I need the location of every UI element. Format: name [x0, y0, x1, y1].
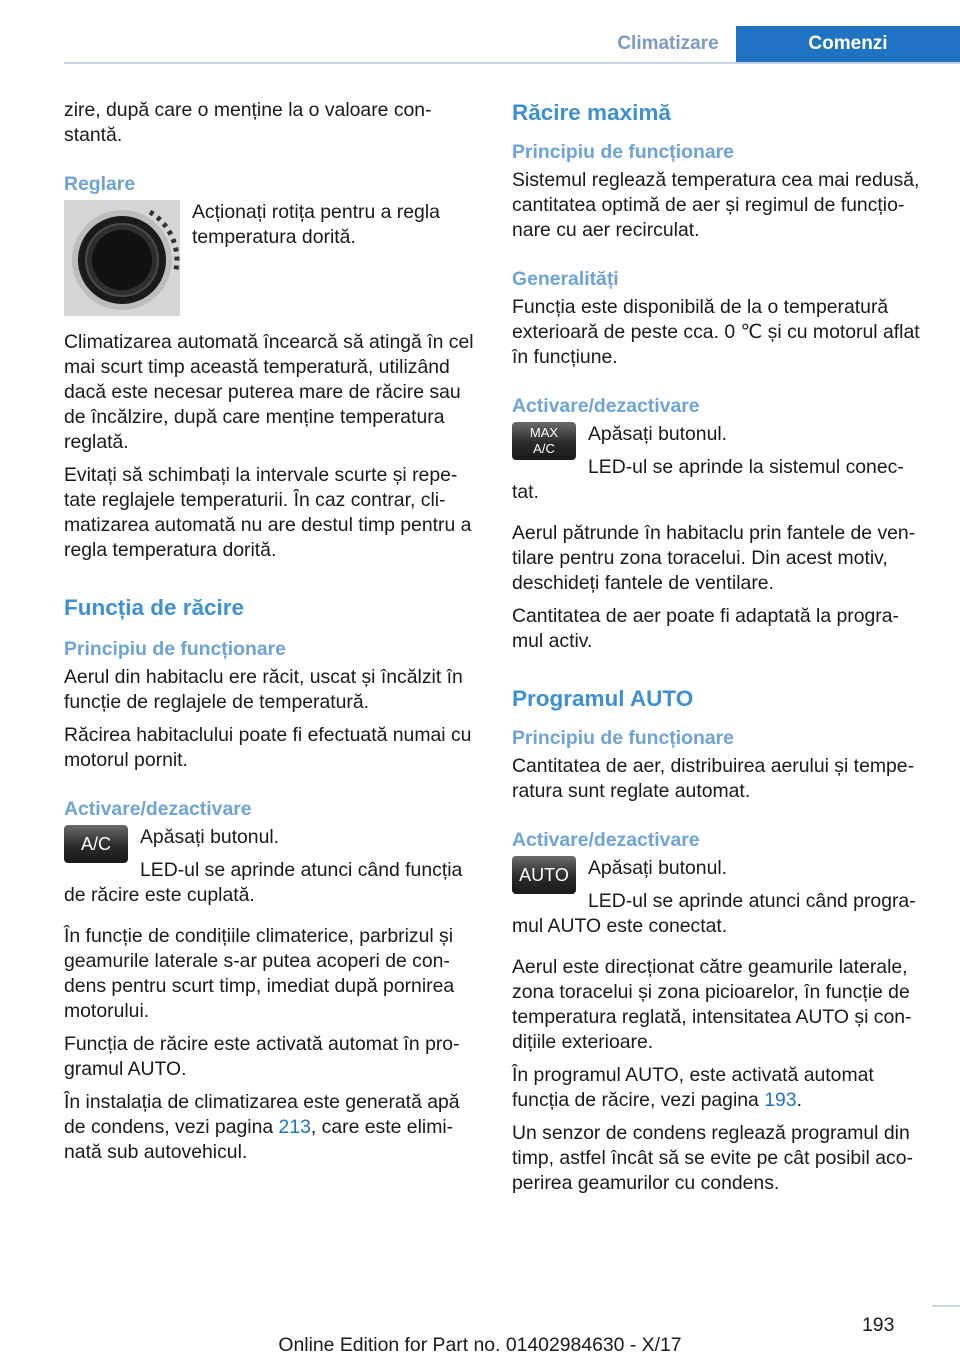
max-ac-button[interactable] — [512, 422, 576, 460]
ac-button[interactable] — [64, 825, 128, 863]
max-principle-heading: Principiu de funcționare — [512, 141, 734, 163]
max-activate-heading: Activare/dezactivare — [512, 395, 700, 417]
auto-paragraph-1: Cantitatea de aer, distribuirea aerului și tempe‐ratura sunt reglate automat. — [512, 755, 915, 802]
max-ac-button-line1: MAX — [529, 425, 559, 440]
cooling-heading: Funcția de răcire — [64, 595, 245, 620]
reglare-paragraph-2: Evitați să schimbați la intervale scurte și repe‐tate reglajele temperaturii. În caz contrar, cli‐matizarea automată nu are destul timp pentru a regla temperatura dorită. — [64, 464, 472, 561]
max-press-text: Apăsați butonul. — [588, 423, 728, 445]
general-heading: Generalități — [512, 268, 619, 290]
auto-press-text: Apăsați butonul. — [588, 857, 728, 879]
auto-paragraph-2: Aerul este direcționat către geamurile laterale, zona toracelui și zona picioarelor, în funcție de temperatura reglată, intensitatea AUTO și con‐dițiile exterioare. — [512, 956, 912, 1053]
max-ac-button-line2: A/C — [533, 441, 555, 456]
auto-led-text: LED-ul se aprinde atunci când progra‐mul AUTO este conectat. — [512, 890, 916, 937]
max-cooling-heading: Răcire maximă — [512, 100, 671, 125]
auto-button-label: AUTO — [519, 865, 569, 885]
page-number: 193 — [862, 1314, 895, 1336]
cooling-paragraph-1: Aerul din habitaclu ere răcit, uscat și încălzit în funcție de reglajele de temperatură. — [64, 666, 463, 713]
auto-principle-heading: Principiu de funcționare — [512, 727, 734, 749]
auto-paragraph-3: În programul AUTO, este activată automat funcția de răcire, vezi pagina 193. — [512, 1064, 874, 1111]
max-paragraph-2: Aerul pătrunde în habitaclu prin fantele de ven‐tilare pentru zona toracelui. Din acest motiv, deschideți fantele de ventilare. — [512, 522, 916, 594]
reglare-text: Acționați rotița pentru a regla temperatura dorită. — [192, 201, 440, 248]
cooling-principle-heading: Principiu de funcționare — [64, 638, 286, 660]
page-link-193[interactable]: 193 — [764, 1089, 797, 1111]
cooling-paragraph-3: În funcție de condițiile climaterice, parbrizul și geamurile laterale s-ar putea acoperi de con‐dens pentru scurt timp, imediat după pornirea motorului. — [64, 925, 455, 1022]
cooling-paragraph-4: Funcția de răcire este activată automat în pro‐gramul AUTO. — [64, 1033, 460, 1080]
left-column — [64, 98, 480, 1173]
intro-text: zire, după care o menține la o valoare con‐stantă. — [64, 99, 432, 146]
max-paragraph-1: Sistemul reglează temperatura cea mai redusă, cantitatea optimă de aer și regimul de funcțio‐nare cu aer recirculat. — [512, 169, 920, 241]
cooling-press-text: Apăsați butonul. — [140, 826, 280, 848]
temperature-knob-image — [64, 200, 180, 316]
cooling-activate-heading: Activare/dezactivare — [64, 798, 252, 820]
right-column — [512, 98, 926, 1204]
reglare-heading: Reglare — [64, 173, 136, 195]
footer-edition: Online Edition for Part no. 01402984630 - X/17 — [278, 1334, 682, 1356]
max-led-text: LED-ul se aprinde la sistemul conec‐tat. — [512, 456, 904, 503]
header-chapter-tab[interactable]: Comenzi — [736, 26, 960, 62]
reglare-paragraph-1: Climatizarea automată încearcă să atingă în cel mai scurt timp această temperatură, utilizând dacă este necesar puterea mare de răcire sau de încălzire, după care menține temperatura reglată. — [64, 331, 474, 453]
page-number-rule — [932, 1305, 960, 1307]
cooling-led-text: LED-ul se aprinde atunci când funcția de răcire este cuplată. — [64, 859, 463, 906]
page-link-213[interactable]: 213 — [278, 1116, 311, 1138]
auto-button[interactable] — [512, 856, 576, 894]
header-rule — [64, 62, 960, 64]
auto-paragraph-4: Un senzor de condens reglează programul din timp, astfel încât să se evite pe cât posibil aco‐perirea geamurilor cu condens. — [512, 1122, 913, 1194]
cooling-paragraph-5: În instalația de climatizarea este generată apă de condens, vezi pagina 213, care este elimi‐nată sub autovehicul. — [64, 1091, 460, 1163]
header-section-tab[interactable]: Climatizare — [617, 33, 719, 54]
general-paragraph: Funcția este disponibilă de la o temperatură exterioară de peste cca. 0 ℃ și cu motorul aflat în funcțiune. — [512, 296, 920, 368]
auto-activate-heading: Activare/dezactivare — [512, 829, 700, 851]
ac-button-label: A/C — [80, 834, 111, 854]
auto-program-heading: Programul AUTO — [512, 686, 694, 711]
cooling-paragraph-2: Răcirea habitaclului poate fi efectuată numai cu motorul pornit. — [64, 724, 472, 771]
max-paragraph-3: Cantitatea de aer poate fi adaptată la progra‐mul activ. — [512, 605, 899, 652]
